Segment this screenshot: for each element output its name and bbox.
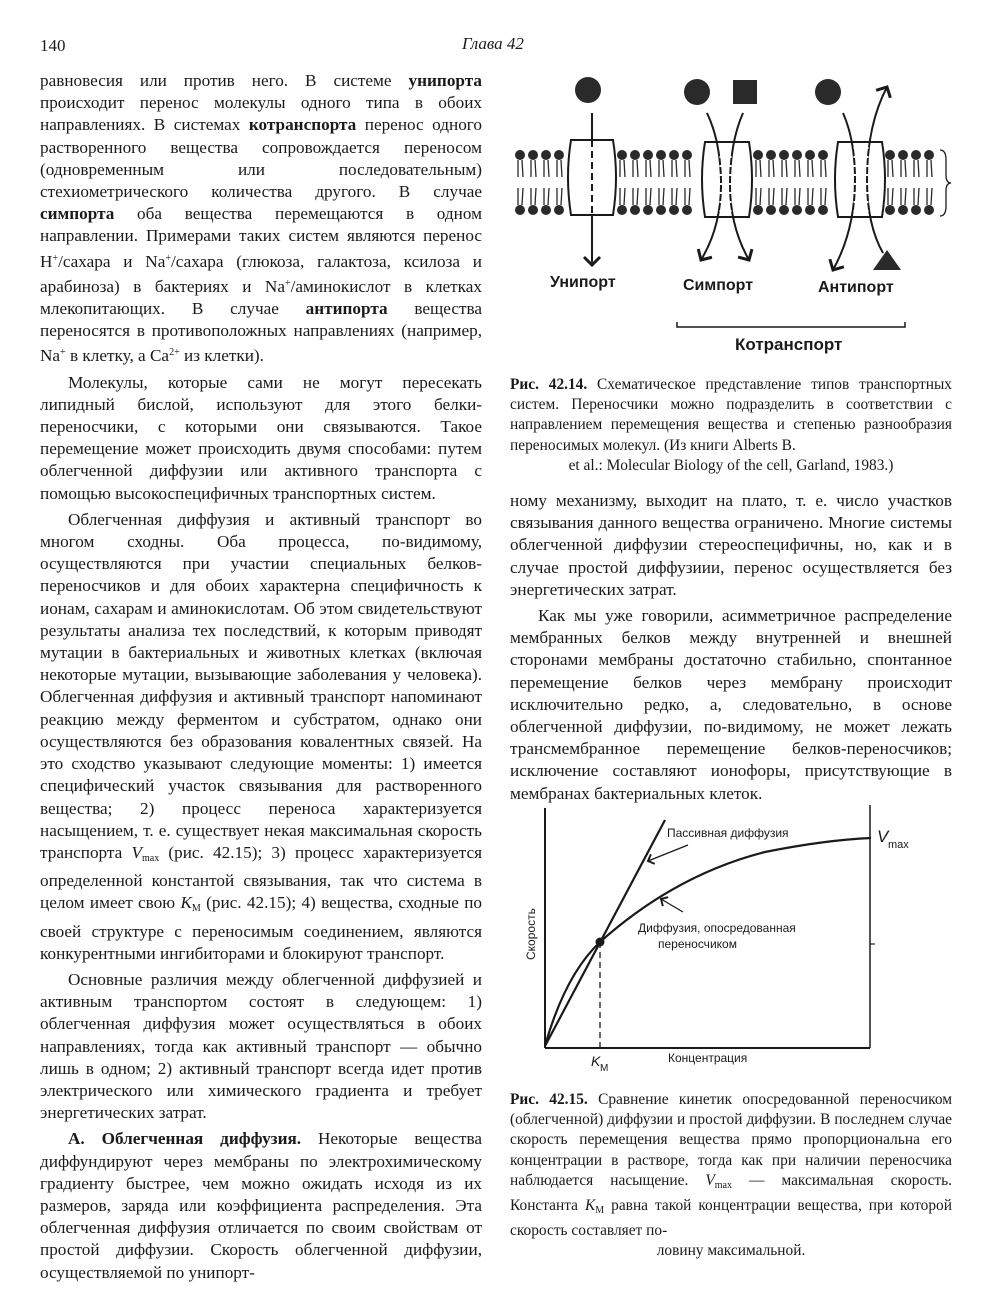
paragraph-plateau: ному механизму, выходит на плато, т. е. число участков связывания данного вещества ограничено. Многие системы облегченной диффузии стереоспецифичны, но, как и в случае простой диффузиии, перенос осуществляется без энергетических затрат. bbox=[510, 491, 952, 599]
paragraph-facilitated-diffusion: А. Облегченная диффузия. Некоторые вещества диффундируют через мембраны по электрохимическому градиенту быстрее, чем можно ожидать исходя из их размеров, заряда или коэффициента распределения. Эта облегченная диффузия отличается по своим свойствам от простой диффузии. Скорость облегченной диффузии, осуществляемой по унипорт- bbox=[40, 1129, 482, 1282]
molecule-circle-icon bbox=[684, 79, 710, 105]
label-km-k: K bbox=[591, 1053, 601, 1069]
cotransport-bracket bbox=[677, 322, 905, 327]
page-number: 140 bbox=[40, 36, 66, 55]
term-antiport: антипорта bbox=[305, 299, 388, 319]
label-km-sub: M bbox=[600, 1063, 609, 1074]
figure-42-15-caption: Рис. 42.15. Сравнение кинетик опосредованной переносчиком (облегченной) диффузии и простой диффузии. В последнем случае скорость перемещения вещества прямо пропорциональна его концентрации в растворе, тогда как при наличии переносчика наблюдается насыщение. $V_{max}$ — максимальная скорость. Константа $K_M$ равна такой концентрации вещества, при которой скорость составляет по- ловину максимальной. bbox=[510, 1091, 952, 1260]
section-heading: А. Облегченная диффузия. bbox=[68, 1129, 302, 1149]
label-carrier-mediated: Диффузия, опосредованная переносчиком bbox=[638, 921, 796, 951]
x-axis-label: Концентрация bbox=[668, 1051, 748, 1065]
label-vmax-v: V bbox=[877, 827, 889, 846]
term-symport: симпорта bbox=[40, 204, 115, 224]
paragraph-similarities: Облегченная диффузия и активный транспорт во многом сходны. Оба процесса, по-видимому, осуществляются при участии специальных белков-переносчиков и для обоих характерна специфичность к ионам, сахарам и аминокислотам. Об этом свидетельствуют результаты анализа тех последствий, к которым приводят мутации в бактериальных и животных клетках (включая некоторые мутации, вызывающие заболевания у человека). Облегченная диффузия и активный транспорт напоминают реакцию между ферментом и субстратом, однако они осуществляются без образования ковалентных связей. На это сходство указывают следующие моменты: 1) имеется специфический участок связывания для растворенного вещества; 2) процесс переноса характеризуется насыщением, т. е. существует некая максимальная скорость транспорта $V_{max}$ (рис. 42.15); 3) процесс характеризуется определенной константой связывания, так что система в целом имеет свою $K_M$ (рис. 42.15); 4) вещества, сходные по своей структуре с переносимым соединением, являются конкурентными ингибиторами и блокируют транспорт. bbox=[40, 509, 482, 963]
label-symport: Симпорт bbox=[683, 277, 754, 294]
molecule-circle-icon bbox=[575, 77, 601, 103]
figure-transport-types-diagram bbox=[505, 65, 975, 370]
caption-label: Рис. 42.15. bbox=[510, 1091, 588, 1108]
label-uniport: Унипорт bbox=[550, 274, 616, 291]
km-point bbox=[596, 938, 605, 947]
y-axis-label: Скорость bbox=[524, 908, 538, 960]
label-antiport: Антипорт bbox=[818, 279, 894, 296]
molecule-square-icon bbox=[733, 80, 757, 104]
running-head: Глава 42 bbox=[462, 34, 524, 53]
molecule-circle-icon bbox=[815, 79, 841, 105]
figure-kinetics-chart bbox=[505, 800, 965, 1085]
uniport-transporter bbox=[568, 77, 616, 265]
label-vmax-sub: max bbox=[888, 839, 909, 851]
term-uniport: унипорта bbox=[408, 71, 482, 90]
figure-42-14-caption: Рис. 42.14. Схематическое представление типов транспортных систем. Переносчики можно подразделить в соответствии с направлением перемещения вещества и степенью разнообразия переносимых молекул. (Из книги Alberts B. et al.: Molecular Biology of the cell, Garland, 1983.) bbox=[510, 376, 952, 474]
symport-transporter bbox=[684, 79, 757, 260]
caption-label: Рис. 42.14. bbox=[510, 376, 588, 393]
right-column bbox=[510, 490, 952, 805]
molecule-triangle-icon bbox=[873, 250, 901, 270]
label-cotransport: Котранспорт bbox=[735, 335, 843, 354]
paragraph-differences: Основные различия между облегченной диффузией и активным транспортом состоят в следующем: 1) облегченная диффузия может осуществляться в обоих направлениях, тогда как активный транспорт — обычно лишь в одном; 2) активный транспорт всегда идет против электрического или химического градиента и требует энергетических затрат. bbox=[40, 969, 482, 1123]
label-passive-diffusion: Пассивная диффузия bbox=[667, 826, 789, 840]
paragraph-asymmetric-distribution: Как мы уже говорили, асимметричное распределение мембранных белков между внутренней и внешней сторонами мембраны достаточно стабильно, спонтанное перемещение белков через мембрану происходит исключительно редко, а, следовательно, в основе облегченной диффузии, по-видимому, не может лежать трансмембранное перемещение белков-переносчиков; исключение составляют ионофоры, присутствующие в мембранах бактериальных клеток. bbox=[510, 606, 952, 803]
left-column bbox=[40, 70, 482, 1284]
paragraph-carrier-proteins: Молекулы, которые сами не могут пересекать липидный бислой, используют для этого белки-переносчики, с которыми они связываются. Такое перемещение может происходить двумя способами: путем облегченной диффузии или активного транспорта с помощью высокоспецифичных транспортных систем. bbox=[40, 372, 482, 503]
paragraph-transport-types: равновесия или против него. В системе унипорта происходит перенос молекулы одного типа в обоих направлениях. В системах котранспорта перенос одного растворенного вещества сопровождается переносом (одновременным или последовательным) стехиометрического количества другого. В случае симпорта оба вещества перемещаются в одном направлении. Примерами таких систем являются перенос H+/сахара и Na+/сахара (глюкоза, галактоза, ксилоза и арабиноза) в бактериях и Na+/аминокислот в клетках млекопитающих. В случае антипорта вещества переносятся в противоположных направлениях (например, Na+ в клетку, а $Ca^{2+}$ из клетки). bbox=[40, 71, 482, 366]
term-cotransport: котранспорта bbox=[248, 115, 357, 135]
